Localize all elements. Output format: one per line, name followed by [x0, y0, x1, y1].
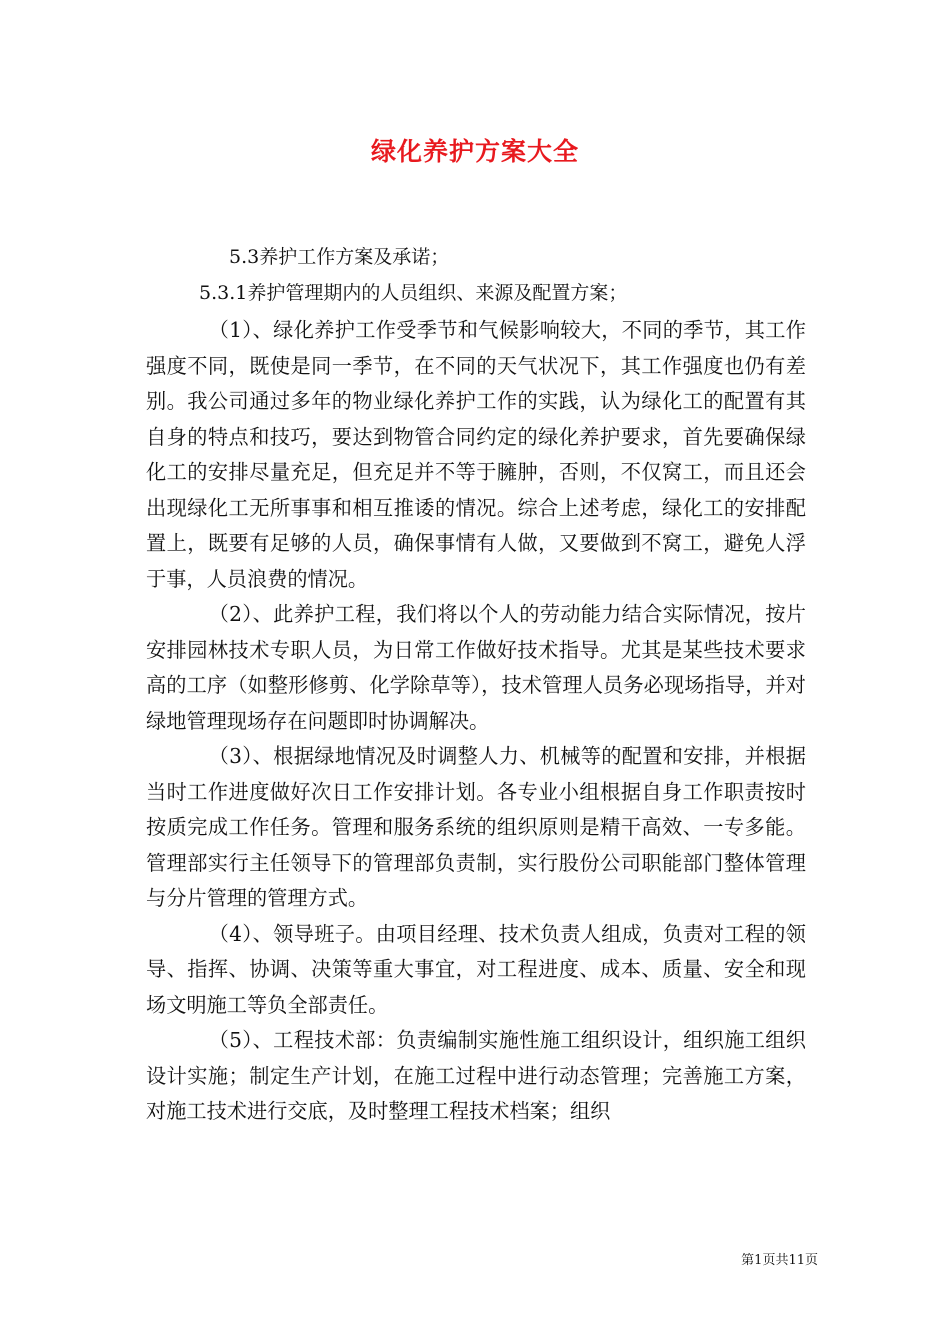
paragraph-2: （2）、此养护工程，我们将以个人的劳动能力结合实际情况，按片安排园林技术专职人员，为日常工作做好技术指导。尤其是某些技术要求高的工序（如整形修剪、化学除草等），技术管理人员务必现场指导，并对绿地管理现场存在问题即时协调解决。: [146, 602, 806, 733]
paragraph-1: （1）、绿化养护工作受季节和气候影响较大，不同的季节，其工作强度不同，既使是同一季节，在不同的天气状况下，其工作强度也仍有差别。我公司通过多年的物业绿化养护工作的实践，认为绿化工的配置有其自身的特点和技巧，要达到物管合同约定的绿化养护要求，首先要确保绿化工的安排尽量充足，但充足并不等于臃肿，否则，不仅窝工，而且还会出现绿化工无所事事和相互推诿的情况。综合上述考虑，绿化工的安排配置上，既要有足够的人员，确保事情有人做，又要做到不窝工，避免人浮于事，人员浪费的情况。: [146, 318, 806, 591]
section-heading-5-3-1: 5.3.1养护管理期内的人员组织、来源及配置方案；: [199, 282, 628, 304]
section-heading-5-3: 5.3养护工作方案及承诺；: [229, 246, 450, 268]
page-footer: 第1页共11页: [741, 1253, 818, 1268]
document-title: 绿化养护方案大全: [370, 137, 579, 166]
body-text: [146, 313, 806, 1130]
paragraph-4: （4）、领导班子。由项目经理、技术负责人组成，负责对工程的领导、指挥、协调、决策等重大事宜，对工程进度、成本、质量、安全和现场文明施工等负全部责任。: [146, 921, 806, 1017]
paragraph-3: （3）、根据绿地情况及时调整人力、机械等的配置和安排，并根据当时工作进度做好次日工作安排计划。各专业小组根据自身工作职责按时按质完成工作任务。管理和服务系统的组织原则是精干高效、一专多能。管理部实行主任领导下的管理部负责制，实行股份公司职能部门整体管理与分片管理的管理方式。: [146, 744, 806, 910]
paragraph-5: （5）、工程技术部：负责编制实施性施工组织设计，组织施工组织设计实施；制定生产计划，在施工过程中进行动态管理；完善施工方案，对施工技术进行交底，及时整理工程技术档案；组织: [146, 1028, 806, 1123]
